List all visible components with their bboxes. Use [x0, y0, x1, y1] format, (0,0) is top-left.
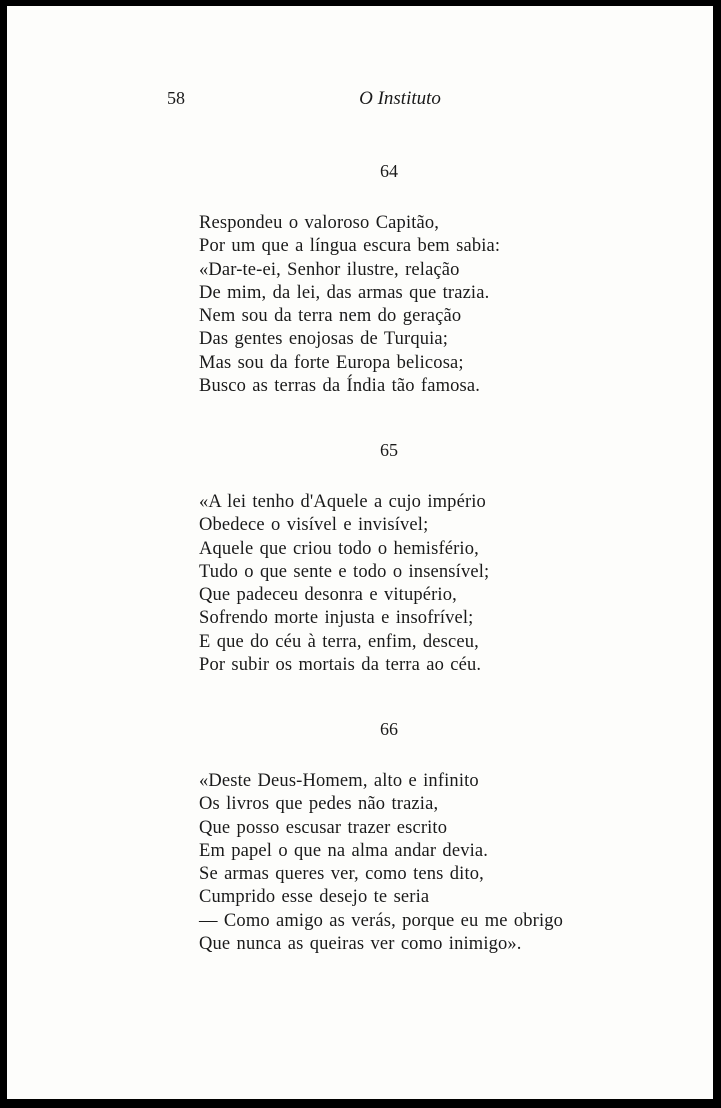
running-title: O Instituto: [359, 88, 441, 109]
verse-line: Que nunca as queiras ver como inimigo».: [199, 934, 522, 955]
verse-line: Mas sou da forte Europa belicosa;: [199, 352, 464, 373]
verse-line: — Como amigo as verás, porque eu me obrigo: [199, 910, 564, 931]
page-number: 58: [167, 88, 185, 108]
verse-line: Que padeceu desonra e vitupério,: [199, 585, 457, 606]
verse-line: Sofrendo morte injusta e insofrível;: [199, 608, 474, 629]
verse-line: Se armas queres ver, como tens dito,: [199, 864, 484, 885]
stanza: [199, 770, 563, 956]
verse-line: Obedece o visível e invisível;: [199, 515, 429, 536]
verse-line: «Deste Deus-Homem, alto e infinito: [199, 771, 479, 791]
verse-line: Os livros que pedes não trazia,: [199, 794, 439, 815]
verse-line: Aquele que criou todo o hemisfério,: [199, 538, 479, 559]
book-page: [7, 6, 713, 1099]
verse-line: Por um que a língua escura bem sabia:: [199, 236, 501, 257]
stanza: [199, 491, 489, 677]
verse-line: Busco as terras da Índia tão famosa.: [199, 376, 481, 397]
verse-line: «A lei tenho d'Aquele a cujo império: [199, 492, 486, 512]
verse-line: Por subir os mortais da terra ao céu.: [199, 655, 482, 676]
verse-line: Cumprido esse desejo te seria: [199, 887, 430, 908]
verse-line: Das gentes enojosas de Turquia;: [199, 329, 449, 350]
verse-line: E que do céu à terra, enfim, desceu,: [199, 631, 479, 652]
stanza: [199, 212, 500, 398]
verse-line: Respondeu o valoroso Capitão,: [199, 213, 440, 233]
verse-line: Nem sou da terra nem do geração: [199, 306, 462, 327]
verse-line: «Dar-te-ei, Senhor ilustre, relação: [199, 259, 460, 280]
verse-line: Em papel o que na alma andar devia.: [199, 840, 489, 861]
verse-line: Que posso escusar trazer escrito: [199, 817, 448, 838]
verse-line: De mim, da lei, das armas que trazia.: [199, 282, 490, 303]
verse-line: Tudo o que sente e todo o insensível;: [199, 561, 490, 582]
stanza-number: 66: [380, 719, 398, 739]
stanza-number: 64: [380, 161, 398, 181]
stanza-number: 65: [380, 440, 398, 460]
